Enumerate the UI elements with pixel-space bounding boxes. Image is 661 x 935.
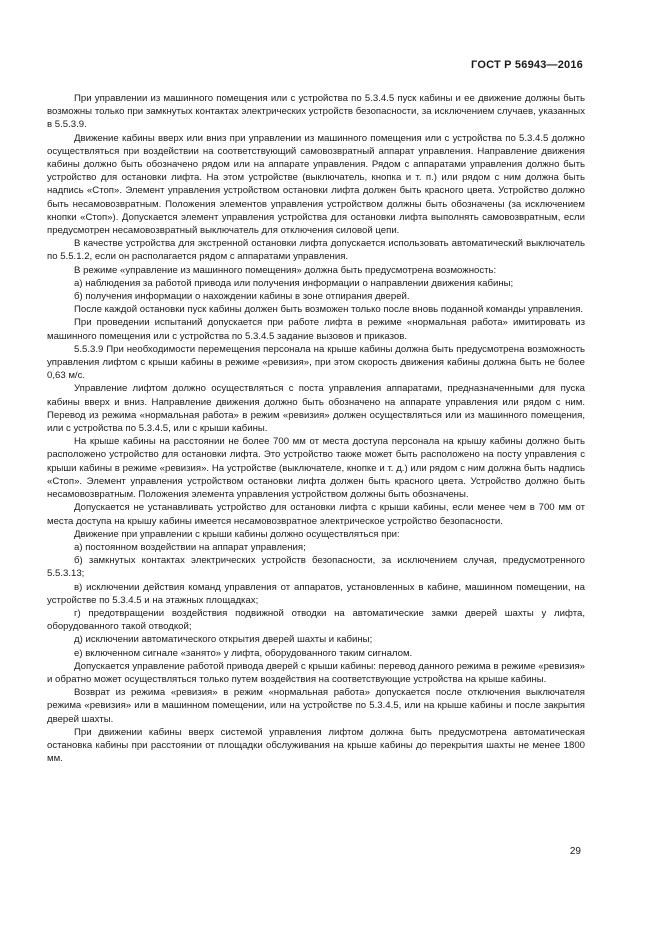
page-number: 29	[569, 846, 581, 857]
list-item: а) наблюдения за работой привода или получения информации о направлении движения кабины;	[74, 277, 514, 289]
paragraph: При проведении испытаний допускается при работе лифта в режиме «нормальная работа» имитировать из машинного помещения или с устройства по 5.3.4.5 задание вызовов и приказов.	[47, 317, 585, 342]
list-item: г) предотвращении воздействия подвижной отводки на автоматические замки дверей шахты у лифта, оборудованного такой отводкой;	[47, 607, 585, 633]
section-paragraph: 5.5.3.9 При необходимости перемещения персонала на крыше кабины должна быть предусмотрена возможность управления лифтом с крыши кабины в режиме «ревизия», при этом скорость движения кабины должна быть не более 0,63 м/с.	[47, 343, 585, 382]
paragraph: Движение при управлении с крыши кабины должно осуществляться при:	[74, 528, 400, 540]
paragraph: Допускается управление работой привода дверей с крыши кабины: перевод данного режима в режиме «ревизия» и обратно может осуществляться только путем воздействия на соответствующие устройства на крыше кабины.	[47, 660, 585, 685]
paragraph: Допускается не устанавливать устройство для остановки лифта с крыши кабины, если менее чем в 700 мм от места доступа на крышу кабины имеется несамовозвратное электрическое устройство безопасности.	[47, 502, 585, 527]
document-body	[47, 92, 585, 765]
list-item: а) постоянном воздействии на аппарат управления;	[74, 541, 306, 553]
paragraph: При движении кабины вверх системой управления лифтом должна быть предусмотрена автоматическая остановка кабины при расстоянии от площадки обслуживания на крыше кабины до перекрытия шахты не менее 1800 мм.	[47, 726, 585, 765]
list-item: б) замкнутых контактах электрических устройств безопасности, за исключением случая, предусмотренного 5.5.3.13;	[47, 555, 585, 580]
paragraph: При управлении из машинного помещения или с устройства по 5.3.4.5 пуск кабины и ее движение должны быть возможны только при замкнутых контактах электрических устройств безопасности, за исключением случаев, указанных в 5.5.3.9.	[47, 93, 585, 131]
paragraph: Возврат из режима «ревизия» в режим «нормальная работа» допускается после отключения выключателя режима «ревизия» или в машинном помещении, или на устройстве по 5.3.4.5, или на крыше кабины и после закрытия дверей шахты.	[47, 687, 585, 725]
document-code: ГОСТ Р 56943—2016	[471, 59, 583, 71]
paragraph: На крыше кабины на расстоянии не более 700 мм от места доступа персонала на крышу кабины должно быть расположено устройство для остановки лифта. Это устройство также может быть расположено на посту управления с крыши кабины в режиме «ревизия». На устройстве (выключателе, кнопке и т. д.) или рядом с ним должна быть надпись «Стоп». Элемент управления устройством остановки лифта должен быть красного цвета. Устройство должно быть несамовозвратным. Положения элемента управления устройством должны быть обозначены.	[47, 436, 585, 501]
list-item: б) получения информации о нахождении кабины в зоне отпирания дверей.	[74, 291, 410, 303]
list-item: в) исключении действия команд управления от аппаратов, установленных в кабине, машинном помещении, на устройстве по 5.3.4.5 и на этажных площадках;	[47, 581, 585, 606]
paragraph: В качестве устройства для экстренной остановки лифта допускается использовать автоматический выключатель по 5.5.1.2, если он располагается рядом с аппаратами управления.	[47, 238, 585, 263]
paragraph: В режиме «управление из машинного помещения» должна быть предусмотрена возможность:	[74, 264, 497, 276]
list-item: д) исключении автоматического открытия дверей шахты и кабины;	[74, 634, 373, 646]
paragraph: Управление лифтом должно осуществляться с поста управления аппаратами, предназначенными для пуска кабины вверх и вниз. Направление движения должно быть обозначено на аппарате управления или рядом с ним. Перевод из режима «нормальная работа» в режим «ревизия» должен осуществляться или из машинного помещения, или с устройства по 5.3.4.5, или с крыши кабины.	[47, 383, 585, 435]
list-item: е) включенном сигнале «занято» у лифта, оборудованного таким сигналом.	[74, 647, 413, 659]
paragraph: После каждой остановки пуск кабины должен быть возможен только после вновь поданной команды управления.	[74, 304, 584, 316]
paragraph: Движение кабины вверх или вниз при управлении из машинного помещения или с устройства по 5.3.4.5 должно осуществляться при воздействии на соответствующий самовозвратный аппарат управления. Направление движения кабины должно быть обозначено рядом или на аппарате управления. Рядом с аппаратами управления должно быть устройство для остановки лифта. На этом устройстве (выключатель, кнопка и т. п.) или рядом с ним должна быть надпись «Стоп». Элемент управления устройством остановки лифта должен быть красного цвета. Устройство должно быть несамовозвратным. Положения элементов управления устройством должны быть обозначены (за исключением кнопки «Стоп»). Допускается элемент управления устройства для остановки лифта выполнять самовозвратным, если предусмотрен несамовозвратный выключатель для отключения силовой цепи.	[47, 132, 585, 237]
